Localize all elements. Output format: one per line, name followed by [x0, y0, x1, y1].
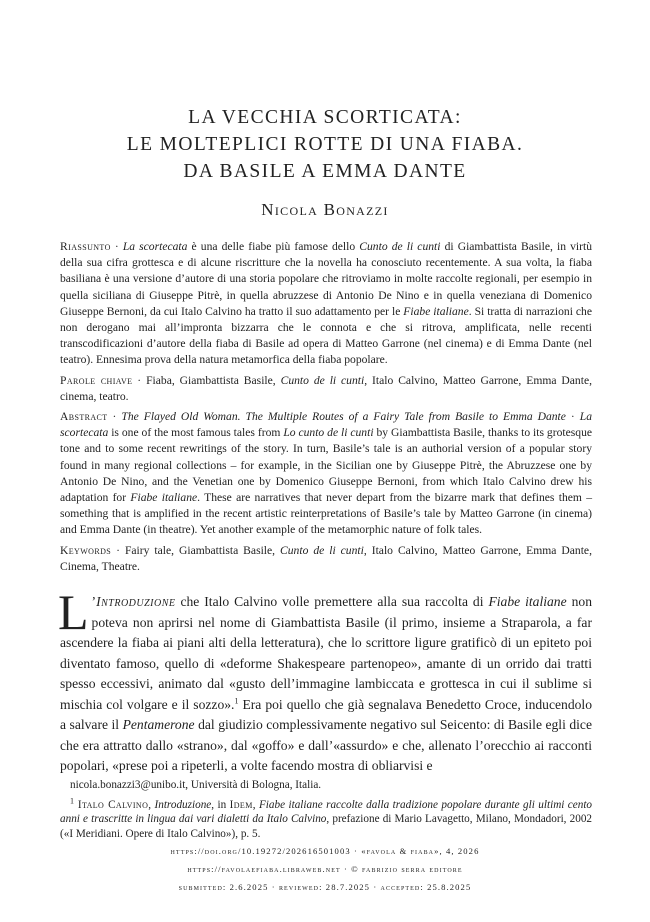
keywords-text-3: , Italo Calvino, Matteo Garrone, Emma Dante, Cinema, Theatre.: [60, 544, 592, 574]
parole-chiave-separator: ·: [132, 374, 147, 387]
abstract-separator: ·: [107, 410, 122, 423]
keywords-separator: ·: [111, 544, 125, 557]
body-text-4: Era poi quello che già segnalava Benedetto Croce, inducendolo a salvare il: [60, 696, 592, 732]
parole-chiave-paragraph: [60, 373, 592, 405]
title-line-3: DA BASILE A EMMA DANTE: [183, 161, 467, 182]
footnotes: [60, 778, 592, 841]
riassunto-italic-5: Fiabe italiane: [403, 304, 469, 318]
body-apostrophe: ’: [91, 594, 97, 609]
footnote-author: Italo Calvino: [74, 798, 149, 811]
footnote-idem: Idem: [229, 798, 253, 811]
parole-chiave-label: Parole chiave: [60, 374, 133, 387]
parole-chiave-italic-2: Cunto de li cunti: [280, 374, 365, 387]
parole-chiave-text-3: , Italo Calvino, Matteo Garrone, Emma Dante, cinema, teatro.: [60, 374, 592, 404]
footer-website-line[interactable]: https://favolaefiaba.libraweb.net · © fabrizio serra editore: [187, 864, 463, 874]
abstract-text-7: . These are narratives that never depart from the bizarre mark that defines them – something that is amplified in the recent artistic reinterpretations of Basile’s tale by Matteo Garrone (in cinema) and Emma Dante (in theatre). Yet another example of the metamorphic nature of folk tales.: [60, 491, 592, 537]
abstract-text-5: by Giambattista Basile, thanks to its grotesque tone and to some recent rewritings of the story. In turn, Basile’s tale is an authorial version of a popular story found in many regional collections – for example, in the Sicilian one by Giuseppe Pitrè, the Abruzzese one by Antonio De Nino, and the Venetian one by Domenico Giuseppe Bernoni, from which Italo Calvino drew his adaptation for: [60, 426, 593, 505]
article-title: [0, 104, 650, 185]
body-italic-2: Fiabe italiane: [488, 594, 567, 609]
body-text-6: dal giudizio complessivamente negativo sul Seicento: di Basile egli dice che era attratto dallo «strano», dal «goffo» e dall’«assurdo» e che, allenato l’orecchio ai racconti popolari, «prese poi a ripeterli, a volte facendo mostra di obliarvisi e: [60, 717, 593, 773]
riassunto-italic-1: La scortecata: [122, 240, 188, 253]
footer-dates-line: submitted: 2.6.2025 · reviewed: 28.7.2025 · accepted: 25.8.2025: [178, 882, 472, 892]
abstract-text-3: is one of the most famous tales from: [108, 426, 284, 440]
riassunto-text-2: è una delle fiabe più famose dello: [187, 240, 360, 253]
abstract-english-title: The Flayed Old Woman. The Multiple Routes of a Fairy Tale from Basile to Emma Dante: [121, 410, 566, 423]
footnote-marker[interactable]: 1: [234, 695, 239, 705]
body-text-1: che Italo Calvino volle premettere alla sua raccolta di: [175, 594, 489, 609]
title-line-1: LA VECCHIA SCORTICATA:: [188, 107, 462, 128]
footnote-number: 1: [70, 795, 74, 805]
footnote-title: Introduzione: [154, 798, 212, 811]
riassunto-text-6: . Si tratta di narrazioni che non derogano mai all’impronta bizzarra che le connota e che si ritrova, amplificata, nelle recenti transcodificazioni d’autore della fiaba di Basile ad opera di Matteo Garrone (nel cinema) e di Emma Dante (nel teatro). Ennesima prova della natura metamorfica della fiaba popolare.: [60, 304, 592, 367]
author-name: Nicola Bonazzi: [261, 200, 389, 219]
abstract-italic-2: La scortecata: [60, 410, 592, 440]
footnote-text-4: , prefazione di Mario Lavagetto, Milano, Mondadori, 2002 («I Meridiani. Opere di Italo Calvino»), p. 5.: [60, 813, 593, 840]
keywords-italic-2: Cunto de li cunti: [280, 544, 364, 557]
footnote-1: [60, 795, 593, 842]
footnote-book-title: Fiabe italiane raccolte dalla tradizione popolare durante gli ultimi cento anni e trascritte in lingua dai vari dialetti da Italo Calvino: [60, 798, 593, 826]
body-paragraph: [58, 584, 593, 777]
body-text-3: non poteva non aprirsi nel nome di Giambattista Basile (il primo, insieme a Straparola, a far ascendere la fiaba ai piani alti della letteratura), che lo scrittore ligure gratificò di un epiteto poi diventato famoso, quello di «deforme Shakespeare partenopeo», amante di un orrido dai tratti spesso eccessivi, animato dal «gusto dell’immagine lambiccata e grottesca in cui il sublime si mischia col volgare e il sozzo».: [60, 594, 592, 712]
drop-cap: L: [58, 584, 89, 640]
riassunto-paragraph: [60, 239, 592, 369]
title-line-2: LE MOLTEPLICI ROTTE DI UNA FIABA.: [126, 134, 524, 155]
footnote-text-1: ,: [148, 798, 155, 811]
keywords-label: Keywords: [60, 544, 112, 557]
author-affiliation: nicola.bonazzi3@unibo.it, Università di Bologna, Italia.: [70, 779, 322, 791]
abstract-italic-4: Lo cunto de li cunti: [283, 426, 374, 440]
abstract-paragraph: [60, 409, 592, 539]
footer-doi-line[interactable]: https://doi.org/10.19272/202616501003 · «favola & fiaba», 4, 2026: [170, 846, 480, 856]
riassunto-separator: ·: [110, 240, 123, 253]
keywords-text-1: Fairy tale, Giambattista Basile,: [124, 544, 281, 557]
body-italic-5: Pentamerone: [122, 717, 195, 732]
body-intro-word: Introduzione: [96, 594, 176, 609]
riassunto-text-4: di Giambattista Basile, in virtù della sua cifra grottesca e di alcune riscritture che la novella ha conosciuto recentemente. A sua volta, la fiaba basiliana è una versione d’autore di una storia popolare che ritroviamo in molte raccolte regionali, per esempio in quella siciliana di Giuseppe Pitrè, in quella abruzzese di Antonio De Nino e in quella veneziana di Domenico Giuseppe Bernoni, da cui Italo Calvino ha tratto il suo adattamento per le: [60, 240, 593, 318]
footnote-text-2: , in: [211, 798, 230, 811]
abstract-separator-2: ·: [565, 410, 580, 423]
footnote-text-3: ,: [252, 798, 259, 811]
riassunto-italic-3: Cunto de li cunti: [359, 240, 441, 253]
keywords-paragraph: [60, 543, 592, 575]
abstract-italic-6: Fiabe italiane: [130, 491, 198, 505]
abstract-label: Abstract: [60, 410, 108, 423]
riassunto-label: Riassunto: [60, 240, 111, 253]
parole-chiave-text-1: Fiaba, Giambattista Basile,: [146, 374, 281, 387]
